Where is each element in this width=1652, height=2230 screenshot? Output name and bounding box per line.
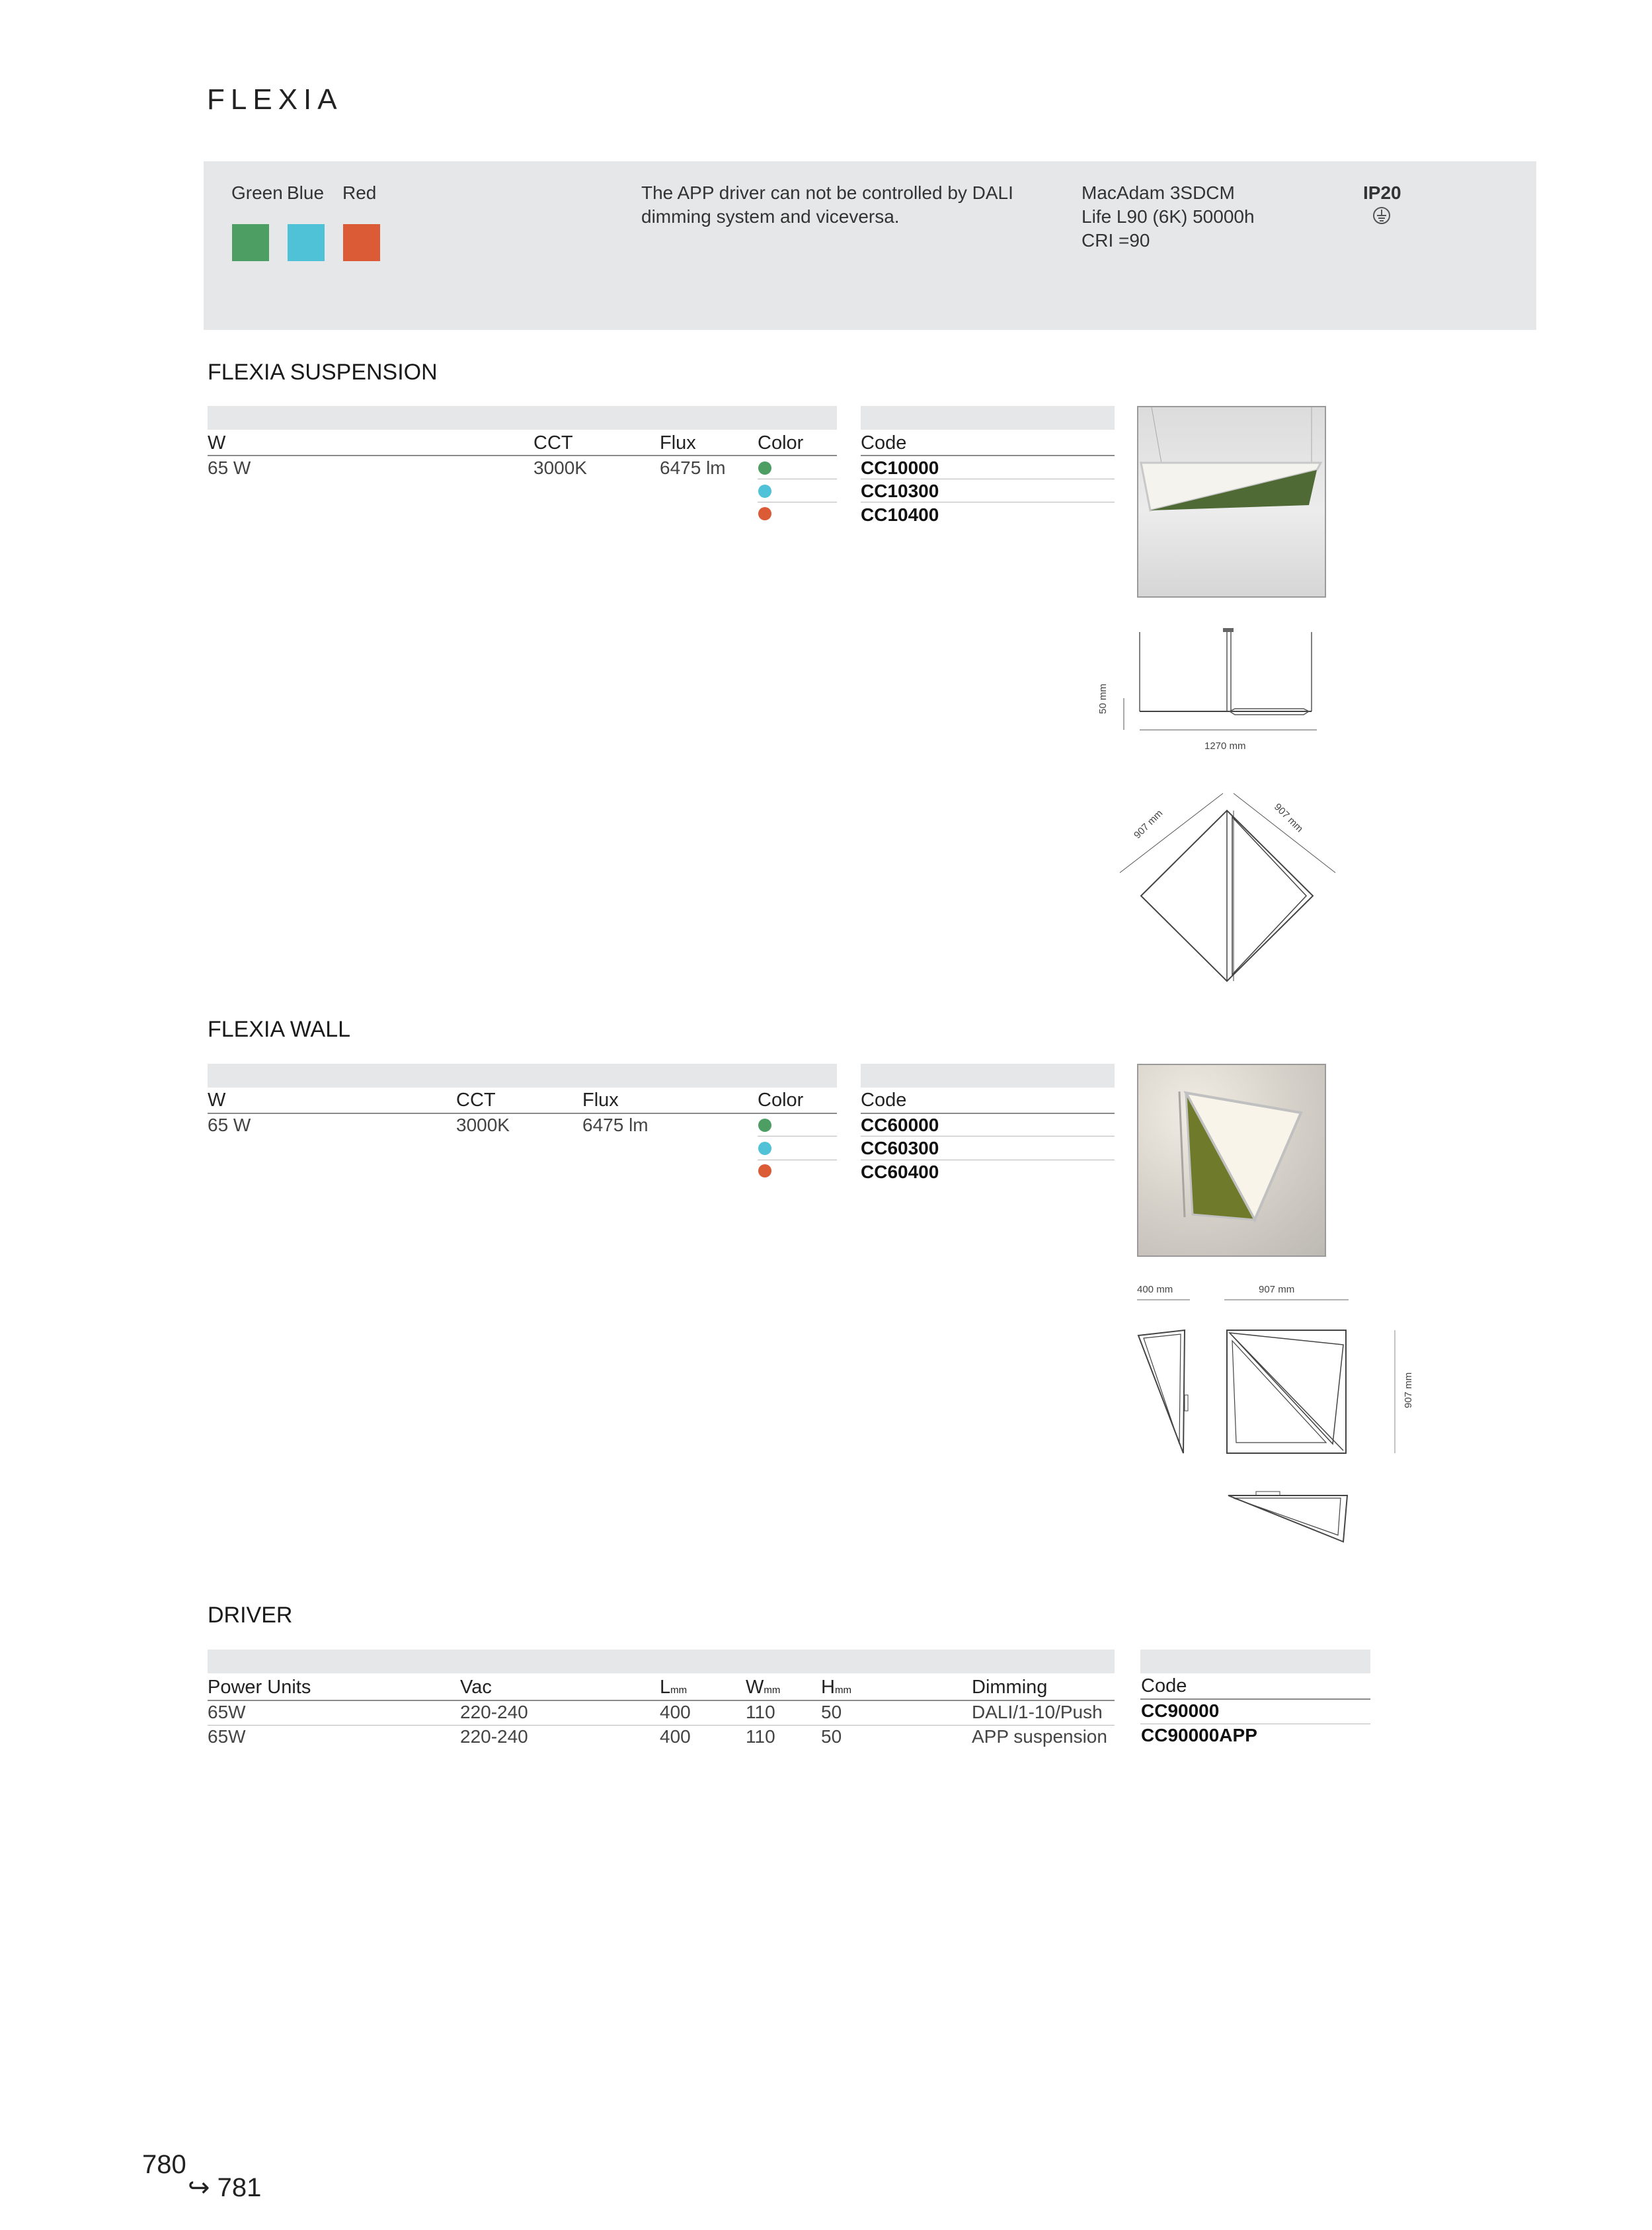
wall-heading: FLEXIA WALL	[208, 1017, 351, 1042]
suspension-header-flux: Flux	[660, 432, 696, 454]
color-label-green: Green	[231, 182, 283, 203]
wall-table-bar	[208, 1064, 837, 1088]
wall-header-color: Color	[758, 1090, 804, 1111]
driver-row2-l: 400	[660, 1726, 691, 1747]
color-dot-green	[758, 461, 771, 475]
suspension-cct: 3000K	[533, 458, 587, 478]
divider	[208, 1725, 1115, 1726]
suspension-dim-side-b: 907 mm	[1271, 801, 1306, 835]
suspension-code-green: CC10000	[861, 458, 939, 478]
driver-header-code: Code	[1141, 1675, 1187, 1696]
suspension-dim-side-a: 907 mm	[1132, 807, 1165, 842]
driver-row1-l: 400	[660, 1702, 691, 1722]
color-label-blue: Blue	[287, 182, 325, 203]
driver-row2-vac: 220-240	[460, 1726, 528, 1747]
driver-header-w-letter: W	[746, 1677, 764, 1698]
wall-cct: 3000K	[456, 1115, 510, 1135]
spec-life: Life L90 (6K) 50000h	[1082, 206, 1255, 227]
suspension-table-bar	[208, 406, 837, 430]
driver-note-line2: dimming system and viceversa.	[641, 206, 900, 227]
driver-header-w-unit: mm	[764, 1685, 781, 1696]
driver-note-line1: The APP driver can not be controlled by DALI	[641, 182, 1013, 203]
driver-header-vac: Vac	[460, 1677, 492, 1698]
wall-drawings	[1137, 1297, 1415, 1548]
driver-header-l-unit: mm	[670, 1685, 688, 1696]
suspension-heading: FLEXIA SUSPENSION	[208, 360, 438, 385]
suspension-dim-length: 1270 mm	[1204, 740, 1246, 752]
driver-row2-h: 50	[821, 1726, 842, 1747]
wall-code-green: CC60000	[861, 1115, 939, 1135]
color-dot-blue	[758, 1142, 771, 1155]
suspension-dim-height: 50 mm	[1097, 684, 1109, 714]
arrow-return-icon: ↪	[188, 2173, 210, 2202]
color-dot-blue	[758, 485, 771, 498]
suspension-side-drawing	[1105, 624, 1330, 756]
driver-table-bar	[208, 1650, 1115, 1673]
swatch-blue	[288, 224, 325, 261]
driver-heading: DRIVER	[208, 1603, 293, 1628]
color-label-red: Red	[342, 182, 377, 203]
wall-flux: 6475 lm	[582, 1115, 649, 1135]
driver-header-w	[746, 1677, 780, 1698]
wall-dim-height: 907 mm	[1403, 1372, 1414, 1408]
divider	[1140, 1698, 1370, 1700]
page-title: FLEXIA	[207, 83, 343, 116]
driver-row2-dimming: APP suspension	[972, 1726, 1107, 1747]
earth-ground-icon	[1372, 206, 1391, 225]
driver-header-l-letter: L	[660, 1677, 671, 1698]
wall-code-bar	[861, 1064, 1115, 1088]
spec-cri: CRI =90	[1082, 230, 1150, 251]
spec-macadam: MacAdam 3SDCM	[1082, 182, 1235, 203]
swatch-green	[232, 224, 269, 261]
color-dot-red	[758, 1164, 771, 1177]
driver-row1-w: 110	[746, 1702, 775, 1722]
driver-code-bar	[1140, 1650, 1370, 1673]
driver-row1-h: 50	[821, 1702, 842, 1722]
suspension-watt: 65 W	[208, 458, 251, 478]
driver-header-dimming: Dimming	[972, 1677, 1048, 1698]
wall-header-flux: Flux	[582, 1090, 619, 1111]
suspension-header-cct: CCT	[533, 432, 573, 454]
driver-row1-code: CC90000	[1141, 1700, 1220, 1721]
driver-row2-power: 65W	[208, 1726, 246, 1747]
driver-header-l	[660, 1677, 687, 1698]
divider	[208, 1113, 837, 1114]
wall-header-w: W	[208, 1090, 226, 1111]
wall-code-blue: CC60300	[861, 1138, 939, 1158]
wall-header-code: Code	[861, 1090, 907, 1111]
wall-watt: 65 W	[208, 1115, 251, 1135]
wall-header-cct: CCT	[456, 1090, 496, 1111]
wall-product-photo	[1137, 1064, 1326, 1257]
suspension-product-photo	[1137, 406, 1326, 598]
divider	[861, 455, 1115, 456]
suspension-header-color: Color	[758, 432, 804, 454]
suspension-code-bar	[861, 406, 1115, 430]
driver-header-h	[821, 1677, 851, 1698]
ip-rating: IP20	[1363, 182, 1401, 203]
driver-row2-w: 110	[746, 1726, 775, 1747]
divider	[208, 1700, 1115, 1701]
driver-row2-code: CC90000APP	[1141, 1725, 1257, 1745]
driver-row1-vac: 220-240	[460, 1702, 528, 1722]
wall-dim-depth: 400 mm	[1137, 1284, 1173, 1295]
swatch-red	[343, 224, 380, 261]
suspension-header-code: Code	[861, 432, 907, 454]
suspension-flux: 6475 lm	[660, 458, 726, 478]
next-page-number: 781	[217, 2173, 262, 2202]
divider	[208, 455, 837, 456]
next-page-link[interactable]	[188, 2172, 261, 2203]
driver-header-h-unit: mm	[834, 1685, 851, 1696]
driver-row1-dimming: DALI/1-10/Push	[972, 1702, 1103, 1722]
suspension-code-red: CC10400	[861, 504, 939, 525]
color-dot-red	[758, 507, 771, 520]
suspension-code-blue: CC10300	[861, 481, 939, 501]
driver-header-power: Power Units	[208, 1677, 311, 1698]
color-dot-green	[758, 1119, 771, 1132]
wall-dim-width: 907 mm	[1259, 1284, 1295, 1295]
driver-header-h-letter: H	[821, 1677, 835, 1698]
suspension-header-w: W	[208, 432, 226, 454]
page-number: 780	[142, 2150, 186, 2179]
wall-code-red: CC60400	[861, 1162, 939, 1182]
divider	[861, 1113, 1115, 1114]
driver-row1-power: 65W	[208, 1702, 246, 1722]
